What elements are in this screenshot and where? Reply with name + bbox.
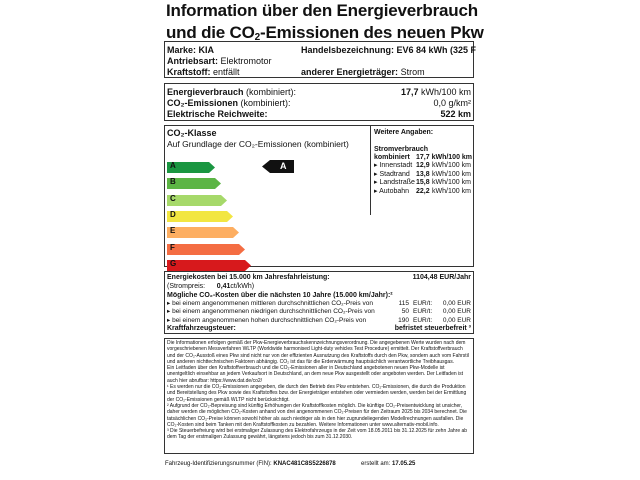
possible-co2-costs-label: Mögliche CO₂-Kosten über die nächsten 10 Jahre (15.000 km/Jahr):² bbox=[167, 292, 393, 299]
class-arrow-label: B bbox=[170, 177, 176, 187]
vertical-divider bbox=[370, 125, 371, 215]
class-arrow-label: D bbox=[170, 209, 176, 219]
class-arrow-d bbox=[167, 209, 233, 220]
vehicle-tax-value: befristet steuerbefreit ³ bbox=[394, 325, 471, 332]
class-arrow-label: E bbox=[170, 226, 176, 236]
class-arrow-f bbox=[167, 242, 245, 253]
selected-class-marker bbox=[262, 160, 294, 173]
consumption-row: ▸ Innenstadt 12,9 kWh/100 km bbox=[374, 162, 471, 169]
class-arrow-c bbox=[167, 193, 227, 204]
brand: Marke: KIA bbox=[167, 45, 215, 55]
energy-costs-label: Energiekosten bei 15.000 km Jahresfahrleistung: bbox=[167, 274, 330, 281]
electric-range-value: 522 km bbox=[440, 109, 471, 119]
selected-class-arrow bbox=[262, 160, 294, 173]
co2-emissions-value: 0,0 g/km² bbox=[433, 98, 471, 108]
fuel-type: Kraftstoff: entfällt bbox=[167, 67, 240, 77]
footnote-1: ¹ Es werden nur die CO₂-Emissionen angegeben, die durch den Betrieb des Pkw entstehen. CO₂-Emissionen, die durch die Produktion und Bereitstellung des Pkw sowie des Kraftstoffes bzw. der Energieträger entstehen oder vermieden werden, werden bei der Ermittlung der CO₂-Emissionen gemäß WLTP nicht berücksichtigt. bbox=[167, 384, 467, 403]
power-consumption-heading: Stromverbrauch bbox=[374, 146, 429, 153]
consumption-row: ▸ Landstraße 15,8 kWh/100 km bbox=[374, 179, 471, 186]
combined-label: kombiniert bbox=[374, 154, 410, 161]
co2-class-subheading: Auf Grundlage der CO₂-Emissionen (kombiniert) bbox=[167, 139, 349, 149]
other-energy: anderer Energieträger: Strom bbox=[301, 67, 425, 77]
footnote-guide: Ein Leitfaden über den Kraftstoffverbrauch und die CO₂-Emissionen aller in Deutschland angebotenen neuen Pkw-Modelle ist unentgeltlich einsehbar an jedem Verkaufsort in Deutschland, an dem neue Pkw ausgestellt oder angeboten werden. Der Leitfaden ist auch hier abrufbar: https://www.dat.de/co2/ bbox=[167, 365, 464, 384]
selected-class-label: A bbox=[280, 161, 287, 171]
class-arrow-e bbox=[167, 225, 239, 236]
co2-cost-row: ▸ bei einem angenommenen hohen durchschnittlichen CO₂-Preis von 190 EUR/t: 0,00 EUR bbox=[167, 316, 471, 324]
footnote-intro: Die Informationen erfolgen gemäß der Pkw-Energieverbrauchskennzeichnungsverordnung. Die angegebenen Werte wurden nach dem vorgeschriebenen Messverfahren WLTP (Worldwide harmonised Light-duty vehicles Test Procedure) ermittelt. Der Kraftstoffverbrauch und der CO₂-Ausstoß eines Pkw sind nicht nur von der effizienten Ausnutzung des Kraftstoffs durch den Pkw, sondern auch vom Fahrstil und anderen nichttechnischen Faktoren abhängig. CO₂ ist das für die Erderwärmung hauptsächlich verantwortliche Treibhausgas. bbox=[167, 340, 469, 365]
co2-cost-row: ▸ bei einem angenommenen mittleren durchschnittlichen CO₂-Preis von 115 EUR/t: 0,00 EUR bbox=[167, 300, 471, 307]
combined-value: 17,7 kWh/100 km bbox=[416, 154, 473, 161]
class-arrow-label: G bbox=[170, 258, 177, 268]
footnote-3: ³ Die Steuerbefreiung wird bei erstmaliger Zulassung des Elektrofahrzeugs in der Zeit vom 18.05.2011 bis 31.12.2025 für zehn Jahre ab dem Tag der erstmaligen Zulassung gewährt, längstens jedoch bis zum 31.12.2030. bbox=[167, 428, 468, 441]
vin-label: Fahrzeug-Identifizierungsnummer (FIN): bbox=[165, 461, 272, 467]
vin-value: KNAC481C8S5226878 bbox=[273, 461, 336, 467]
energy-consumption-label: Energieverbrauch (kombiniert): bbox=[167, 87, 297, 97]
class-arrow-label: F bbox=[170, 242, 175, 252]
energy-consumption-value: 17,7 kWh/100 km bbox=[400, 87, 471, 97]
created-date: erstellt am: 17.05.25 bbox=[361, 461, 416, 467]
class-arrow-g bbox=[167, 258, 251, 269]
title-line-2: und die CO2-Emissionen des neuen Pkw bbox=[166, 23, 484, 43]
vehicle-tax-label: Kraftfahrzeugsteuer: bbox=[167, 325, 236, 332]
co2-class-heading: CO₂-Klasse bbox=[167, 128, 217, 138]
footnote-2: ² Aufgrund der CO₂-Bepreisung sind künftig Erhöhungen der Kraftstoffkosten möglich. Die künftige CO₂-Preisentwicklung ist unsicher, daher werden die möglichen CO₂-Kosten anhand von drei angenommenen CO₂-Preisen für den Zeitraum 2025 bis 2034 berechnet. Die tatsächlichen CO₂-Preise können sowohl höher als auch niedriger als in den hier zugrundeliegenden Modellrechnungen ausfallen. Die CO₂-Kosten sind beim Tanken mit den Kraftstoffkosten zu bezahlen. Weitere Informationen unter www.alternativ-mobil.info. bbox=[167, 402, 467, 428]
class-arrow-b bbox=[167, 176, 221, 187]
footnotes bbox=[167, 340, 471, 441]
trade-name: Handelsbezeichnung: EV6 84 kWh (325 F bbox=[301, 45, 477, 55]
consumption-row: ▸ Autobahn 22,2 kWh/100 km bbox=[374, 187, 471, 195]
drive-type: Antriebsart: Elektromotor bbox=[167, 56, 272, 66]
co2-emissions-label: CO₂-Emissionen (kombiniert): bbox=[167, 98, 291, 108]
class-arrow-label: C bbox=[170, 193, 176, 203]
title-line-1: Information über den Energieverbrauch bbox=[166, 1, 478, 20]
class-arrow-label: A bbox=[170, 161, 176, 170]
consumption-row: ▸ Stadtrand 13,8 kWh/100 km bbox=[374, 170, 471, 178]
footer bbox=[165, 459, 336, 469]
more-info-heading: Weitere Angaben: bbox=[374, 129, 434, 136]
electric-range-label: Elektrische Reichweite: bbox=[167, 109, 268, 119]
class-arrow-a bbox=[167, 160, 215, 171]
co2-cost-row: ▸ bei einem angenommenen niedrigen durchschnittlichen CO₂-Preis von 50 EUR/t: 0,00 EUR bbox=[167, 308, 471, 316]
electricity-price: (Strompreis: 0,41ct/kWh) bbox=[167, 283, 255, 290]
energy-costs-value: 1104,48 EUR/Jahr bbox=[412, 274, 471, 281]
